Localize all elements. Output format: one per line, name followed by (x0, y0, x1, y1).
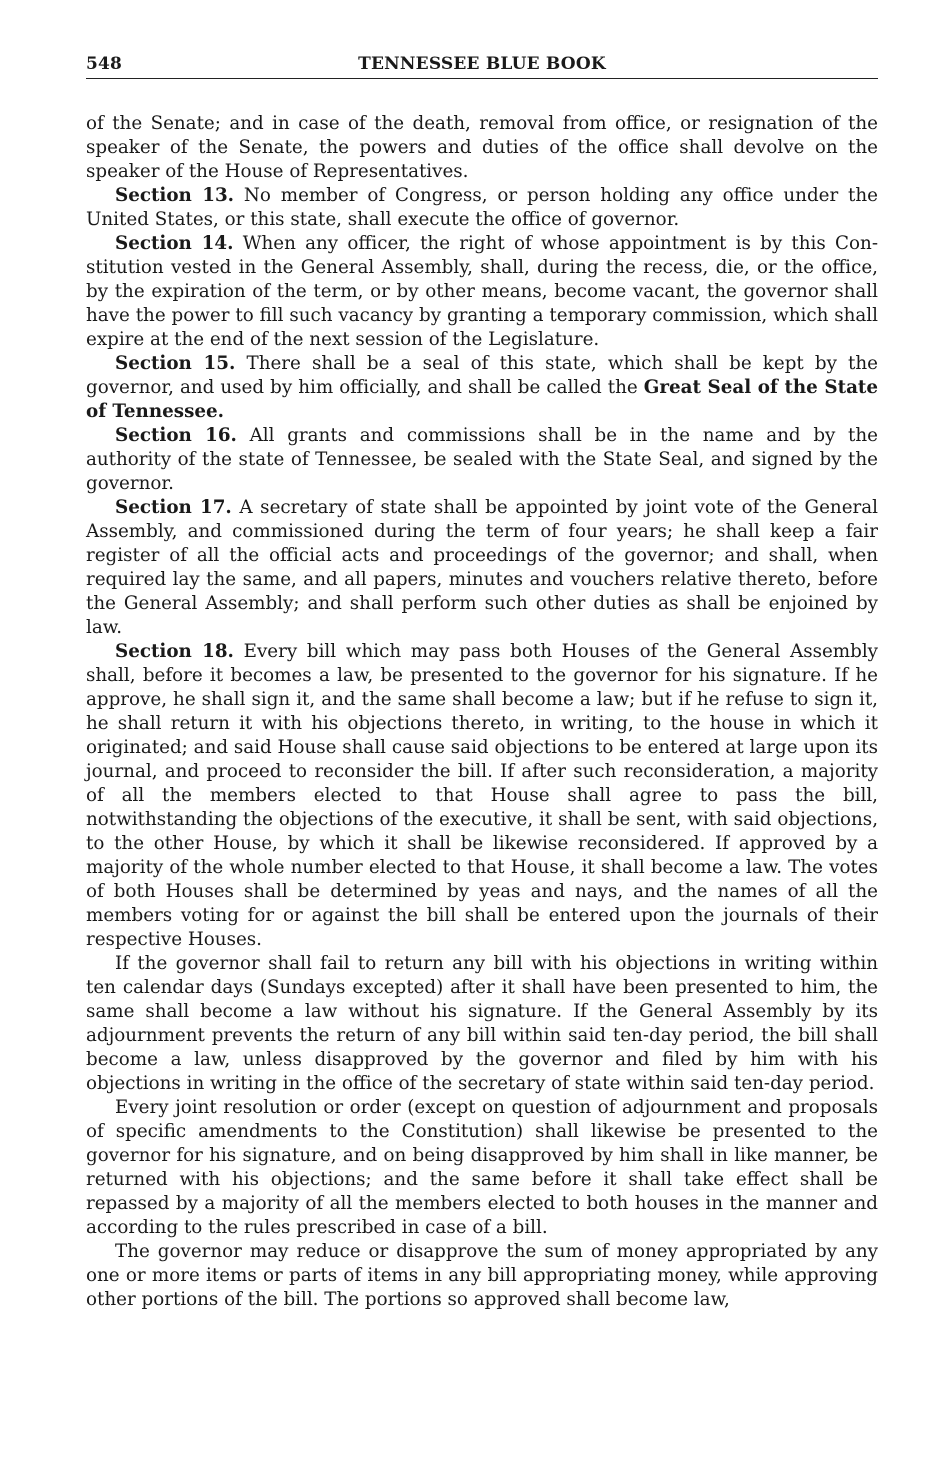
section-13 (86, 184, 878, 232)
section-16 (86, 424, 878, 496)
section-text: There shall be a seal of this state, which shall be kept by the governor, and used by him officially, and shall be called the (86, 353, 878, 398)
section-text: All grants and commissions shall be in the name and by the authority of the state of Tennessee, be sealed with the State Seal, and signed by the governor. (86, 425, 878, 494)
paragraph (86, 112, 878, 184)
section-text: When any officer, the right of whose appointment is by this Constitution vested in the General Assembly, shall, during the recess, die, or the office, by the expiration of the term, or by other means, become vacant, the governor shall have the power to fill such vacancy by granting a temporary commission, which shall expire at the end of the next session of the Legislature. (86, 233, 878, 350)
section-14 (86, 232, 878, 352)
section-label: Section 17. (115, 497, 232, 518)
paragraph-text: The governor may reduce or disapprove the sum of money appropriated by any one or more items or parts of items in any bill appropriating money, while approving other portions of the bill. The portions so approved shall become law, (86, 1241, 878, 1310)
book-page (86, 52, 878, 1312)
section-label: Section 14. (115, 233, 234, 254)
paragraph (86, 952, 878, 1096)
page-number: 548 (86, 54, 123, 74)
section-label: Section 18. (115, 641, 234, 662)
great-seal-name: Great Seal of the State of Tennessee. (86, 377, 878, 422)
body-text (86, 112, 878, 1312)
section-18 (86, 640, 878, 952)
paragraph (86, 1240, 878, 1312)
section-15 (86, 352, 878, 424)
paragraph-text: Every joint resolution or order (except on question of adjournment and proposals of specific amendments to the Constitution) shall likewise be presented to the governor for his signature, and on being disapproved by him shall in like manner, be returned with his objections; and the same before it shall take effect shall be repassed by a majority of all the members elected to both houses in the manner and according to the rules prescribed in case of a bill. (86, 1097, 878, 1238)
section-text: Every bill which may pass both Houses of the General Assembly shall, before it becomes a law, be presented to the governor for his signature. If he approve, he shall sign it, and the same shall become a law; but if he refuse to sign it, he shall return it with his objections thereto, in writing, to the house in which it originated; and said House shall cause said objections to be entered at large upon its journal, and proceed to reconsider the bill. If after such reconsideration, a majority of all the members elected to that House shall agree to pass the bill, notwithstanding the objections of the executive, it shall be sent, with said objections, to the other House, by which it shall be likewise reconsidered. If approved by a majority of the whole number elected to that House, it shall become a law. The votes of both Houses shall be determined by yeas and nays, and the names of all the members voting for or against the bill shall be entered upon the journals of their respective Houses. (86, 641, 878, 950)
paragraph-text: of the Senate; and in case of the death, removal from office, or resignation of the speaker of the Senate, the powers and duties of the office shall devolve on the speaker of the House of Representatives. (86, 113, 878, 182)
running-header (86, 52, 878, 79)
paragraph (86, 1096, 878, 1240)
section-text: No member of Congress, or person holding any office under the United States, or this state, shall execute the office of governor. (86, 185, 878, 230)
section-label: Section 15. (115, 353, 236, 374)
section-label: Section 16. (115, 425, 237, 446)
section-label: Section 13. (115, 185, 235, 206)
book-title: TENNESSEE BLUE BOOK (358, 54, 606, 74)
section-text: A secretary of state shall be appointed by joint vote of the General Assembly, and commissioned during the term of four years; he shall keep a fair register of all the official acts and proceedings of the governor; and shall, when required lay the same, and all papers, minutes and vouchers relative thereto, before the General Assembly; and shall perform such other duties as shall be enjoined by law. (86, 497, 878, 638)
section-17 (86, 496, 878, 640)
paragraph-text: If the governor shall fail to return any bill with his objections in writing within ten calendar days (Sundays excepted) after it shall have been presented to him, the same shall become a law without his signature. If the General Assembly by its adjournment prevents the return of any bill within said ten-day period, the bill shall become a law, unless disapproved by the governor and filed by him with his objections in writing in the office of the secretary of state within said ten-day period. (86, 953, 878, 1094)
